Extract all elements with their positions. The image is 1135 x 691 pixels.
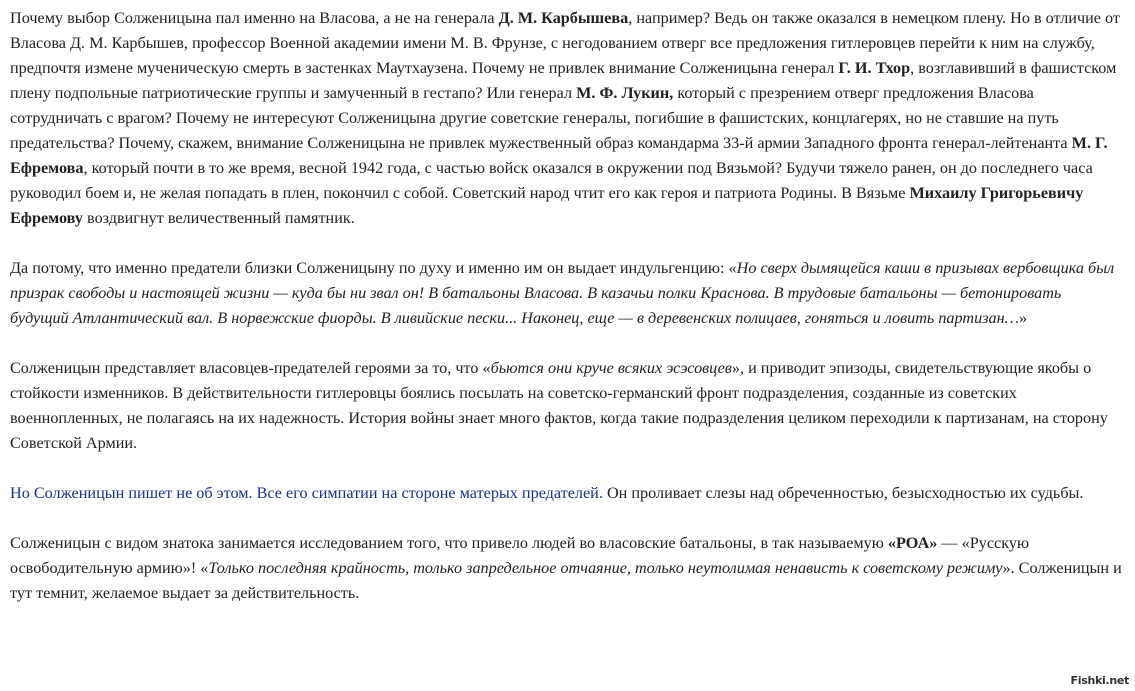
bold-roa: «РОА» (887, 534, 938, 552)
italic-quote: бьются они круче всяких эсэсовцев (490, 359, 732, 377)
text-segment: », и приводит эпизоды, свидетельствующие якобы о стойкости изменников. В действительности гитлеровцы боялись посылать на советско-германский фронт подразделения, созданные из советских военнопленных, не полагаясь на их надежность. История войны знает много фактов, когда такие подразделения целиком переходили к партизанам, на сторону Советской Армии. (10, 359, 1108, 452)
text-segment: Да потому, что именно предатели близки Солженицыну по духу и именно им он выдает индульгенцию: « (10, 259, 737, 277)
text-segment: Он проливает слезы над обреченностью, безысходностью их судьбы. (602, 484, 1084, 502)
article-body (10, 6, 1122, 606)
bold-name-efremov: М. Г. Ефремова (10, 134, 1108, 177)
highlighted-link-text[interactable]: Но Солженицын пишет не об этом. Все его симпатии на стороне матерых предателей. (10, 484, 603, 502)
text-segment: Почему выбор Солженицына пал именно на Власова, а не на генерала (10, 9, 499, 27)
text-segment: Солженицын с видом знатока занимается исследованием того, что привело людей во власовские батальоны, в так называемую (10, 534, 888, 552)
paragraph-2 (10, 256, 1122, 331)
bold-name-tkhor: Г. И. Тхор (838, 59, 911, 77)
italic-quote: Только последняя крайность, только запредельное отчаяние, только неутолимая ненависть к советскому режиму (208, 559, 1003, 577)
text-segment: Солженицын представляет власовцев-предателей героями за то, что « (10, 359, 491, 377)
text-segment: ». Солженицын и тут темнит, желаемое выдает за действительность. (10, 559, 1122, 602)
paragraph-5 (10, 531, 1122, 606)
text-segment: который с презрением отверг предложения Власова сотрудничать с врагом? Почему не интересуют Солженицына другие советские генералы, погибшие в фашистских, концлагерях, но не ставшие на путь предательства? Почему, скажем, внимание Солженицына не привлек мужественный образ командарма 33-й армии Западного фронта генерал-лейтенанта (10, 84, 1072, 152)
text-segment: — «Русскую освободительную армию»! « (10, 534, 1030, 577)
paragraph-3 (10, 356, 1122, 456)
text-segment: , который почти в то же время, весной 1942 года, с частью войск оказался в окружении под Вязьмой? Будучи тяжело ранен, он до последнего часа руководил боем и, не желая попадать в плен, покончил с собой. Советский народ чтит его как героя и патриота Родины. В Вязьме (10, 159, 1093, 202)
bold-name-karbyshev: Д. М. Карбышева (498, 9, 629, 27)
italic-quote: Но сверх дымящейся каши в призывах вербовщика был призрак свободы и настоящей жизни — куда бы ни звал он! В батальоны Власова. В казачьи полки Краснова. В трудовые батальоны — бетонировать будущий Атлантический вал. В норвежские фиорды. В ливийские пески... Наконец, еще — в деревенских полицаев, гоняться и ловить партизан… (10, 259, 1115, 327)
paragraph-4 (10, 481, 1122, 506)
text-segment: , например? Ведь он также оказался в немецком плену. Но в отличие от Власова Д. М. Карбышев, профессор Военной академии имени М. В. Фрунзе, с негодованием отверг все предложения гитлеровцев перейти к ним на службу, предпочтя измене мученическую смерть в застенках Маутхаузена. Почему не привлек внимание Солженицына генерал (10, 9, 1120, 77)
text-segment: » (1019, 309, 1028, 327)
watermark-logo: Fishki.net (1070, 674, 1129, 687)
bold-name-lukin: М. Ф. Лукин, (576, 84, 674, 102)
bold-name-efremov-full: Михаилу Григорьевичу Ефремову (10, 184, 1084, 227)
text-segment: воздвигнут величественный памятник. (82, 209, 355, 227)
text-segment: , возглавивший в фашистском плену подпольные патриотические группы и замученный в гестапо? Или генерал (10, 59, 1117, 102)
paragraph-1 (10, 6, 1122, 231)
